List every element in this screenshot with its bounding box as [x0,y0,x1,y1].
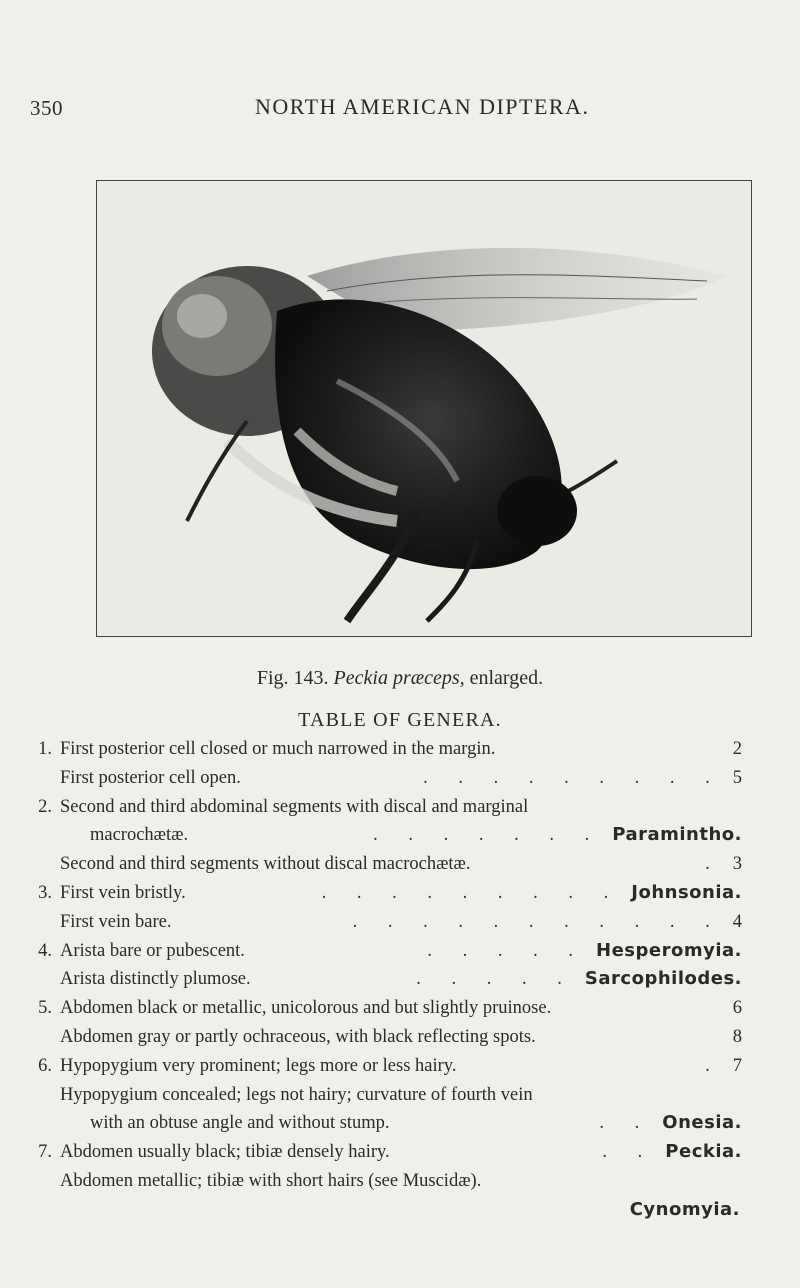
lead-text: Second and third segments without discal macrochætæ. [60,854,471,875]
couplet-number: 7. [38,1142,52,1163]
leader-dots: . . [602,1142,656,1163]
leader-dots: . . . . . . . . . [423,767,723,788]
lead-result: 7 [732,1055,742,1076]
key-lead [60,764,742,793]
table-title: TABLE OF GENERA. [298,709,502,731]
lead-result: 8 [732,1026,742,1047]
key-lead [60,908,742,937]
couplet [22,879,742,937]
lead-text: Second and third abdominal segments with discal and marginal [60,796,529,817]
couplet [22,1052,742,1138]
couplet-number: 5. [38,998,52,1019]
lead-text: First vein bristly. [60,882,186,903]
couplet-number: 6. [38,1055,52,1076]
key-lead [60,879,742,908]
lead-text: Abdomen usually black; tibiæ densely hairy. [60,1142,390,1163]
figure-caption [0,667,800,690]
lead-text: First posterior cell open. [60,767,241,788]
key-table [22,735,742,1225]
caption-taxon: Peckia præceps, [333,667,465,689]
leader-dots: . . . . . [427,940,587,961]
couplet [22,994,742,1052]
lead-text: Abdomen black or metallic, unicolorous and but slightly pruinose. [60,998,552,1019]
couplet [22,735,742,793]
caption-suffix: enlarged. [469,667,544,689]
lead-text-cont: macrochætæ. [90,825,189,846]
lead-text: First posterior cell closed or much narrowed in the margin. [60,739,496,759]
genus-name: Peckia. [665,1141,742,1163]
leader-dots: . . . . . . . . . . . [352,911,723,932]
page-number: 350 [30,96,63,120]
leader-dots: . . . . . . . [373,825,603,846]
lead-text-cont: with an obtuse angle and without stump. [90,1113,390,1134]
key-lead [60,821,742,850]
leader-dots: . . . . . [416,969,575,990]
fly-photograph [97,181,751,636]
genus-name: Cynomyia. [629,1198,740,1220]
couplet-number: 4. [38,940,52,961]
lead-text: Abdomen gray or partly ochraceous, with black reflecting spots. [60,1026,536,1047]
genus-name: Johnsonia. [631,881,742,903]
genus-name: Paramintho. [612,824,742,846]
genus-name: Onesia. [662,1112,742,1134]
lead-text: Arista bare or pubescent. [60,940,245,961]
lead-result: 2 [732,739,742,759]
key-lead [60,1109,742,1138]
leader-dots: . [705,1055,723,1076]
key-lead [60,850,742,879]
lead-result: 3 [732,854,742,875]
lead-result: 4 [732,911,742,932]
lead-text: Abdomen metallic; tibiæ with short hairs (see Muscidæ). [60,1170,482,1191]
key-lead [60,994,742,1023]
key-lead [60,937,742,966]
key-lead [60,965,742,994]
couplet [22,793,742,879]
key-lead [60,1052,742,1081]
lead-text: Hypopygium very prominent; legs more or less hairy. [60,1055,457,1076]
couplet [22,937,742,995]
caption-prefix: Fig. 143. [256,667,329,689]
couplet-number: 2. [38,796,52,817]
key-lead [60,1023,742,1052]
lead-result: 6 [732,998,742,1019]
figure-photo [96,180,752,637]
running-head: NORTH AMERICAN DIPTERA. [255,94,590,119]
key-lead [60,1138,742,1167]
leader-dots: . . [599,1113,653,1134]
leader-dots: . . . . . . . . . [321,882,622,903]
key-lead [60,735,742,764]
couplet-number: 3. [38,882,52,903]
lead-text: First vein bare. [60,911,172,932]
genus-name: Sarcophilodes. [584,968,742,990]
couplet [22,1138,742,1224]
lead-text: Arista distinctly plumose. [60,969,251,990]
lead-text: Hypopygium concealed; legs not hairy; curvature of fourth vein [60,1084,533,1105]
lead-result: 5 [732,767,742,788]
couplet-number: 1. [38,739,52,759]
genus-name: Hesperomyia. [596,939,742,961]
leader-dots: . [705,854,723,875]
